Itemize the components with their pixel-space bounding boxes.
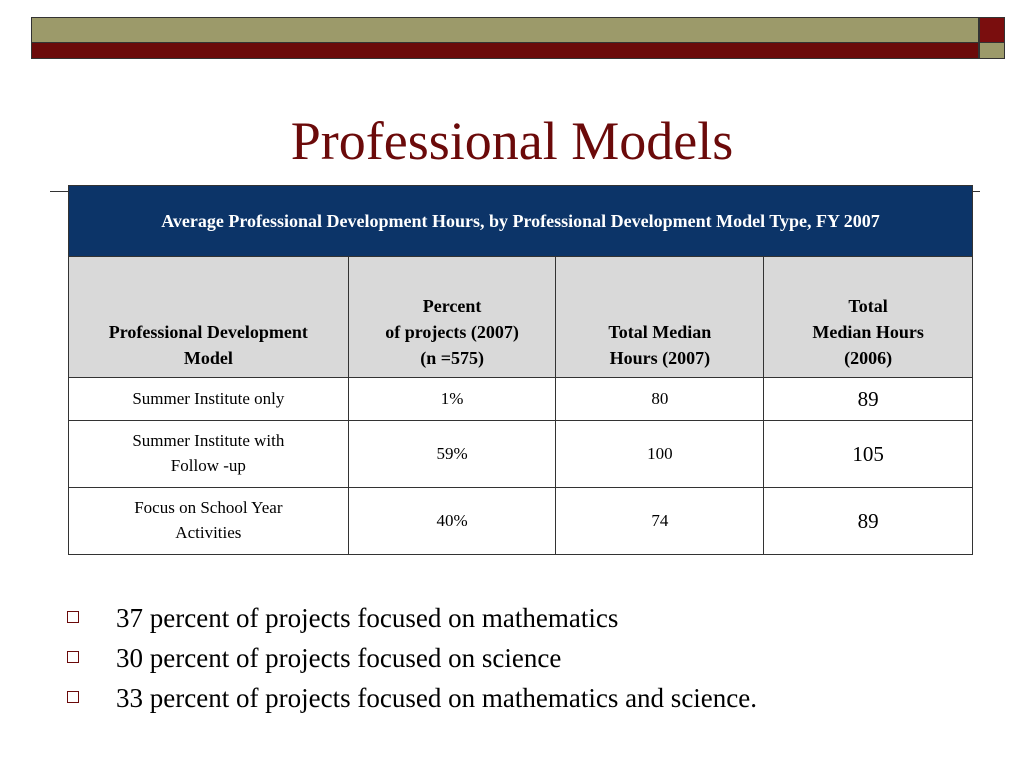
cell-percent: 1% [348,378,556,421]
bullet-text: 37 percent of projects focused on mathematics [116,603,619,633]
bullet-text: 30 percent of projects focused on science [116,643,562,673]
cell-hours-2007: 74 [556,488,764,555]
cell-percent: 59% [348,421,556,488]
table-row [69,488,973,555]
table-row [69,421,973,488]
table-caption: Average Professional Development Hours, by Professional Development Model Type, FY 2007 [69,186,973,257]
cell-hours-2006: 89 [764,378,973,421]
header-band-maroon [31,42,979,59]
hollow-square-bullet-icon [67,691,79,703]
header-percent: Percent of projects (2007) (n =575) [348,257,556,378]
header-square-maroon [979,17,1005,43]
cell-hours-2006: 105 [764,421,973,488]
slide-title: Professional Models [290,111,734,171]
list-item [64,638,757,678]
header-hours-2006: Total Median Hours (2006) [764,257,973,378]
cell-hours-2007: 80 [556,378,764,421]
cell-model: Focus on School Year Activities [69,488,349,555]
cell-model: Summer Institute only [69,378,349,421]
header-square-olive [979,42,1005,59]
header-band-olive [31,17,979,43]
header-hours-2007: Total Median Hours (2007) [556,257,764,378]
pd-hours-table [68,185,973,555]
hollow-square-bullet-icon [67,611,79,623]
list-item [64,678,757,718]
header-model: Professional Development Model [69,257,349,378]
cell-hours-2007: 100 [556,421,764,488]
cell-hours-2006: 89 [764,488,973,555]
cell-percent: 40% [348,488,556,555]
bullet-text: 33 percent of projects focused on mathematics and science. [116,683,757,713]
list-item [64,598,757,638]
hollow-square-bullet-icon [67,651,79,663]
bullet-list [64,598,757,718]
table-row [69,378,973,421]
cell-model: Summer Institute with Follow -up [69,421,349,488]
